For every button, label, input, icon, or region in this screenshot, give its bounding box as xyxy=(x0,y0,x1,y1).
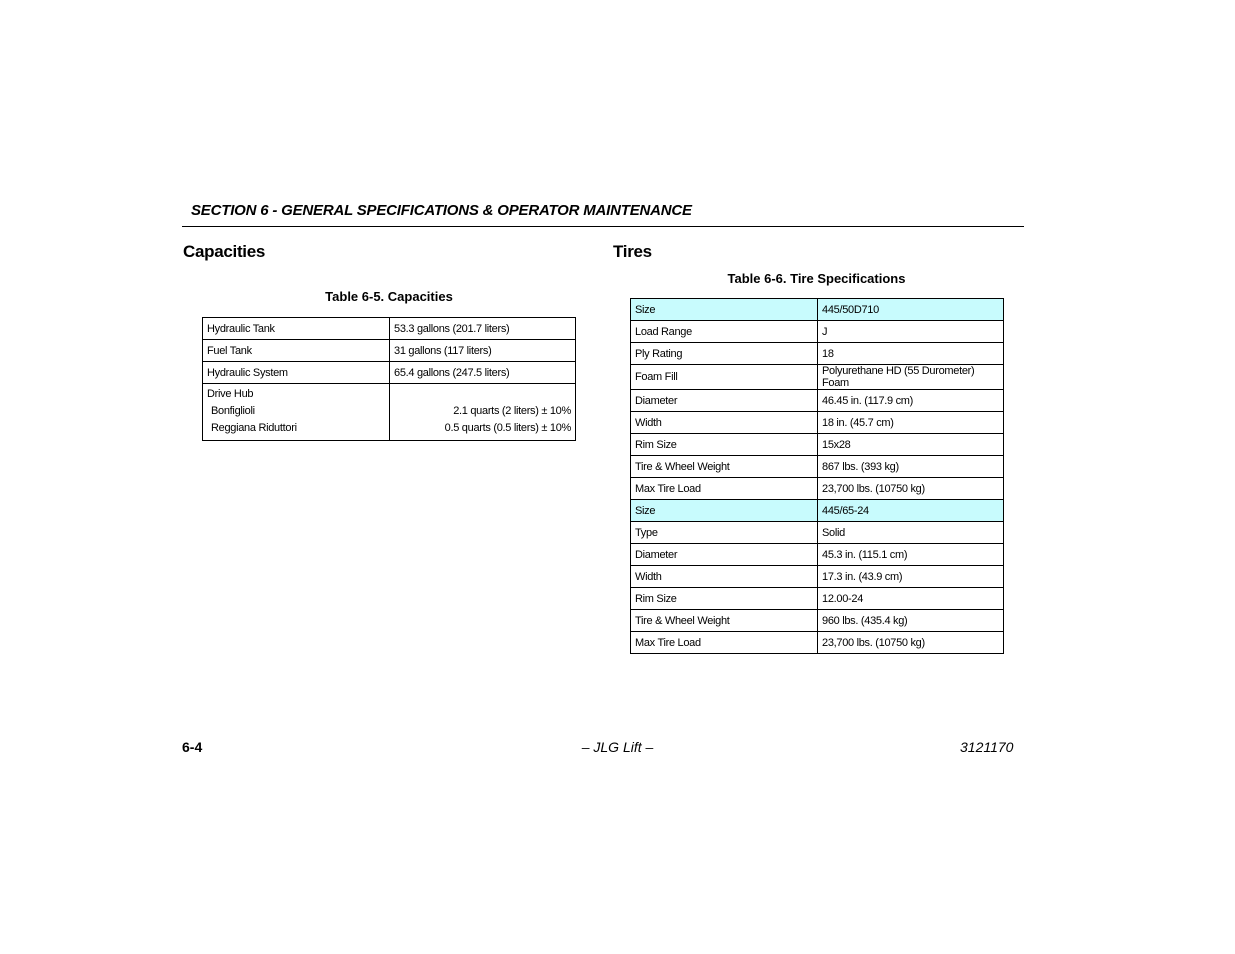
row-label: Tire & Wheel Weight xyxy=(631,610,818,632)
row-value: 23,700 lbs. (10750 kg) xyxy=(818,632,1004,654)
table-row xyxy=(631,343,1004,365)
hub-item-label: Reggiana Riduttori xyxy=(211,422,297,434)
row-value: 18 in. (45.7 cm) xyxy=(818,412,1004,434)
table-row xyxy=(631,321,1004,343)
page-number: 6-4 xyxy=(182,739,203,755)
table-row xyxy=(631,522,1004,544)
document-number: 3121170 xyxy=(960,739,1014,755)
table-row xyxy=(631,544,1004,566)
row-value: 867 lbs. (393 kg) xyxy=(818,456,1004,478)
row-label: Max Tire Load xyxy=(631,478,818,500)
row-label: Rim Size xyxy=(631,434,818,456)
row-label: Ply Rating xyxy=(631,343,818,365)
table-row xyxy=(631,434,1004,456)
row-value: 45.3 in. (115.1 cm) xyxy=(818,544,1004,566)
table-row xyxy=(631,632,1004,654)
row-value: 18 xyxy=(818,343,1004,365)
row-label: Hydraulic System xyxy=(203,362,390,384)
table-row xyxy=(203,340,576,362)
row-value: Solid xyxy=(818,522,1004,544)
drive-hub-value-cell xyxy=(390,384,576,441)
row-label: Load Range xyxy=(631,321,818,343)
tires-heading: Tires xyxy=(613,242,652,261)
tire-spec-table xyxy=(630,298,1004,654)
table-row xyxy=(631,390,1004,412)
row-value: 15x28 xyxy=(818,434,1004,456)
row-value: 65.4 gallons (247.5 liters) xyxy=(390,362,576,384)
row-label: Size xyxy=(631,500,818,522)
section-title: SECTION 6 - GENERAL SPECIFICATIONS & OPERATOR MAINTENANCE xyxy=(191,202,692,219)
drive-hub-row xyxy=(203,384,576,441)
row-value: Polyurethane HD (55 Durometer) Foam xyxy=(818,365,1004,390)
row-value: 445/65-24 xyxy=(818,500,1004,522)
table-row-size-header xyxy=(631,500,1004,522)
row-label: Foam Fill xyxy=(631,365,818,390)
row-value: 12.00-24 xyxy=(818,588,1004,610)
drive-hub-label-cell xyxy=(203,384,390,441)
header-rule xyxy=(182,226,1024,227)
table-row xyxy=(631,365,1004,390)
table-row xyxy=(631,588,1004,610)
tires-table-caption: Table 6-6. Tire Specifications xyxy=(727,271,906,286)
capacities-table-caption: Table 6-5. Capacities xyxy=(325,289,453,304)
drive-hub-label: Drive Hub xyxy=(207,388,254,400)
table-row xyxy=(631,566,1004,588)
capacities-heading: Capacities xyxy=(183,242,266,261)
row-label: Fuel Tank xyxy=(203,340,390,362)
row-value: 445/50D710 xyxy=(818,299,1004,321)
row-label: Size xyxy=(631,299,818,321)
hub-item-value: 0.5 quarts (0.5 liters) ± 10% xyxy=(444,422,571,434)
row-value: 46.45 in. (117.9 cm) xyxy=(818,390,1004,412)
capacities-table xyxy=(202,317,576,441)
table-row xyxy=(203,318,576,340)
row-label: Tire & Wheel Weight xyxy=(631,456,818,478)
hub-item-label: Bonfiglioli xyxy=(211,405,255,417)
footer-brand: – JLG Lift – xyxy=(581,739,654,755)
row-label: Diameter xyxy=(631,544,818,566)
row-value: J xyxy=(818,321,1004,343)
row-value: 17.3 in. (43.9 cm) xyxy=(818,566,1004,588)
row-label: Type xyxy=(631,522,818,544)
row-value: 23,700 lbs. (10750 kg) xyxy=(818,478,1004,500)
table-row xyxy=(631,412,1004,434)
table-row-size-header xyxy=(631,299,1004,321)
row-label: Diameter xyxy=(631,390,818,412)
table-row xyxy=(631,610,1004,632)
hub-item-value: 2.1 quarts (2 liters) ± 10% xyxy=(453,405,571,417)
row-value: 960 lbs. (435.4 kg) xyxy=(818,610,1004,632)
row-label: Width xyxy=(631,566,818,588)
hub-spacer xyxy=(394,386,571,403)
table-row xyxy=(631,478,1004,500)
row-value: 31 gallons (117 liters) xyxy=(390,340,576,362)
row-value: 53.3 gallons (201.7 liters) xyxy=(390,318,576,340)
row-label: Rim Size xyxy=(631,588,818,610)
row-label: Width xyxy=(631,412,818,434)
row-label: Max Tire Load xyxy=(631,632,818,654)
table-row xyxy=(631,456,1004,478)
table-row xyxy=(203,362,576,384)
row-label: Hydraulic Tank xyxy=(203,318,390,340)
